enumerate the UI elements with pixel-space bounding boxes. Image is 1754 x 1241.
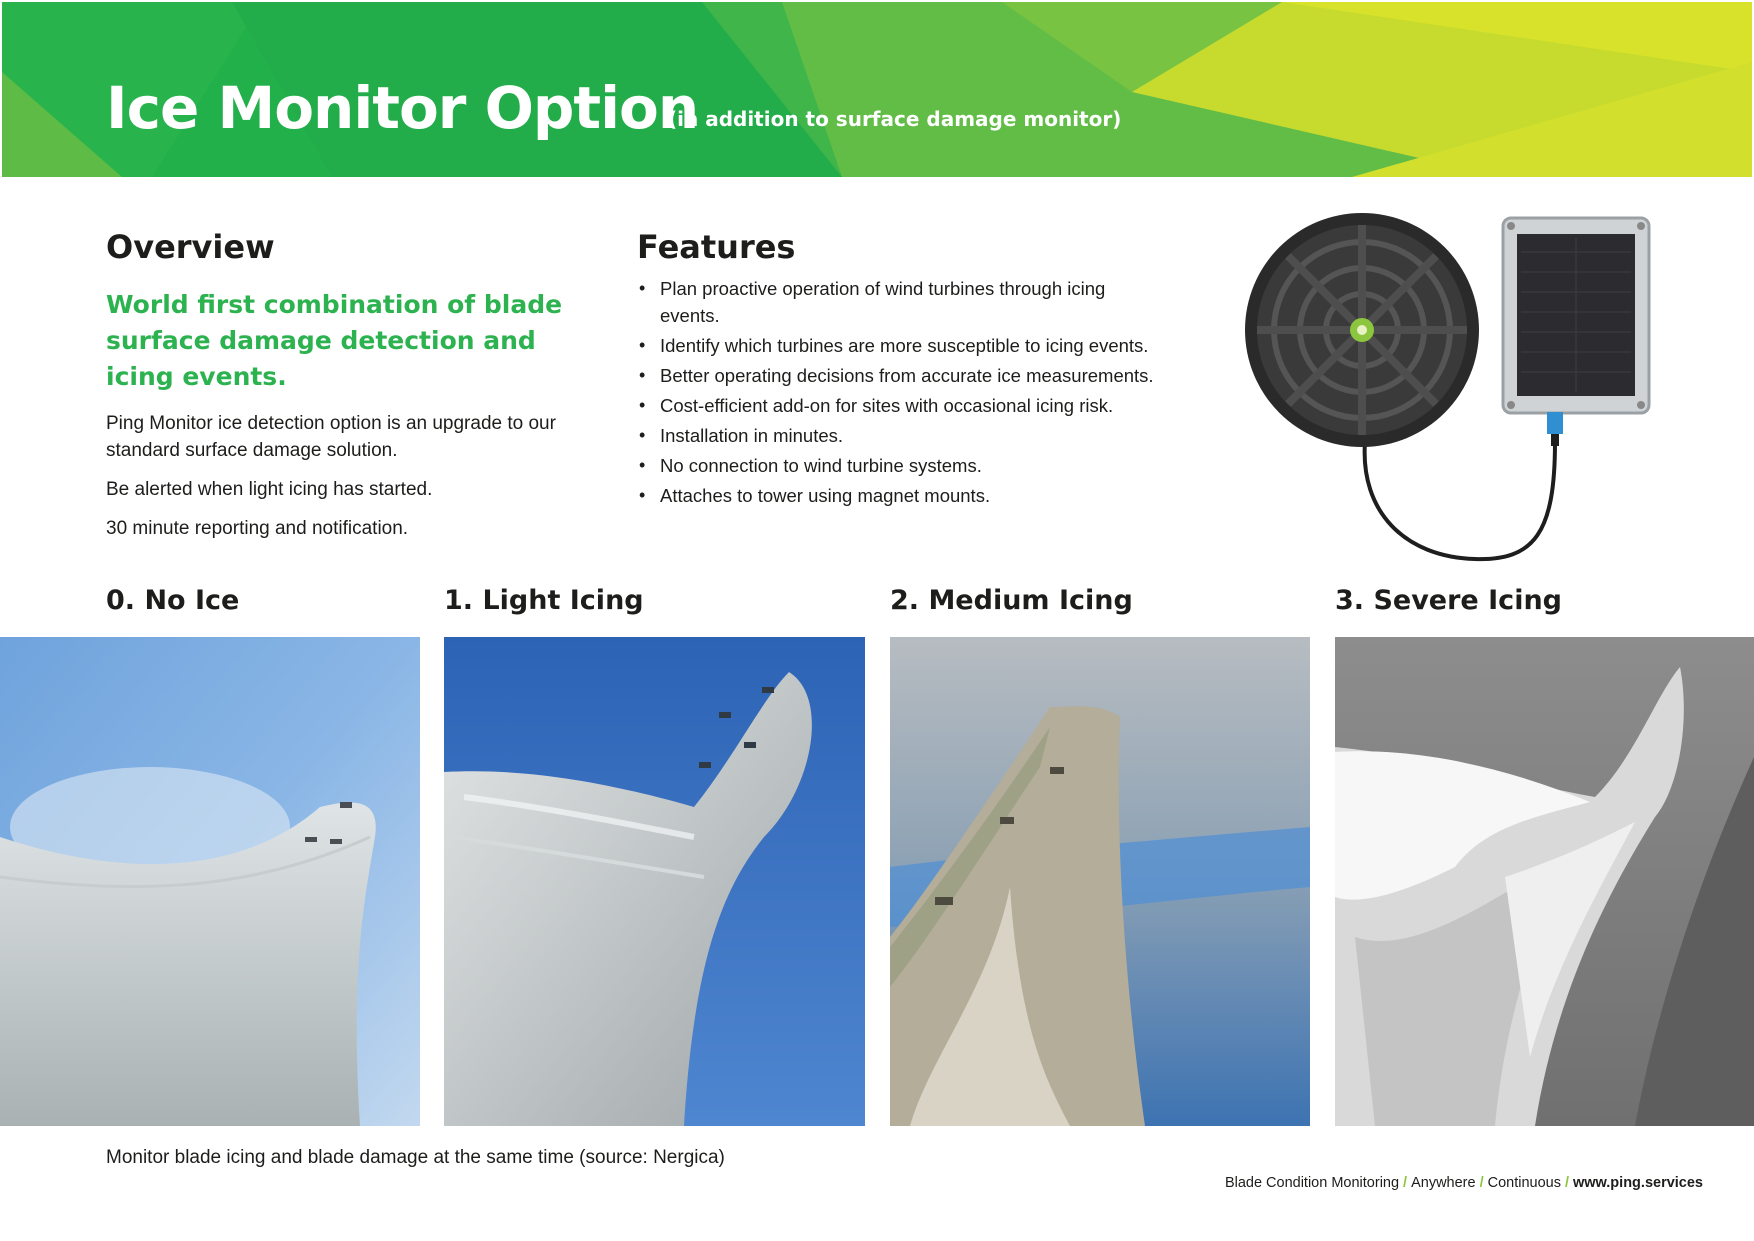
page-subtitle: (in addition to surface damage monitor) (668, 107, 1122, 131)
feature-item (636, 452, 1206, 479)
overview-paragraph: Ping Monitor ice detection option is an upgrade to our standard surface damage solution. (106, 413, 556, 461)
bullet-icon: • (639, 335, 646, 355)
footer-separator: / (1479, 1175, 1484, 1191)
footer-item: Anywhere (1411, 1175, 1476, 1191)
header-banner (2, 2, 1752, 177)
stage-label-severe-icing: 3. Severe Icing (1335, 585, 1562, 616)
photo-no-ice (0, 637, 420, 1126)
feature-text: Attaches to tower using magnet mounts. (660, 485, 991, 506)
feature-text: Cost-efficient add-on for sites with occasional icing risk. (660, 395, 1114, 416)
stage-label-medium-icing: 2. Medium Icing (890, 585, 1133, 616)
feature-text: Better operating decisions from accurate ice measurements. (660, 365, 1154, 386)
feature-item (636, 482, 1206, 509)
footer-separator: / (1564, 1175, 1569, 1191)
feature-item (636, 362, 1206, 389)
bullet-icon: • (639, 425, 646, 445)
stage-label-light-icing: 1. Light Icing (444, 585, 644, 616)
photo-light-icing (444, 637, 865, 1126)
features-list (636, 275, 1206, 512)
feature-text: Identify which turbines are more susceptible to icing events. (660, 335, 1149, 356)
bullet-icon: • (639, 395, 646, 415)
feature-item (636, 275, 1206, 329)
bullet-icon: • (639, 485, 646, 505)
overview-heading: Overview (106, 228, 275, 266)
footer (1225, 1175, 1703, 1191)
bullet-icon: • (639, 455, 646, 475)
footer-item: Continuous (1487, 1175, 1561, 1191)
footer-item: Blade Condition Monitoring (1224, 1175, 1400, 1191)
feature-item (636, 392, 1206, 419)
bullet-icon: • (639, 365, 646, 385)
overview-paragraph: Be alerted when light icing has started. (106, 479, 433, 500)
ice-sensor-device-image (1235, 212, 1655, 572)
features-heading: Features (637, 228, 796, 266)
stage-label-no-ice: 0. No Ice (106, 585, 240, 616)
ice-sensor-illustration (1235, 212, 1655, 572)
photo-severe-icing (1335, 637, 1754, 1126)
feature-text: No connection to wind turbine systems. (660, 455, 982, 476)
footer-website-link[interactable]: www.ping.services (1572, 1175, 1703, 1191)
photo-medium-icing (890, 637, 1310, 1126)
feature-item (636, 332, 1206, 359)
page-title: Ice Monitor Option (106, 74, 699, 142)
feature-text: Plan proactive operation of wind turbines through icing events. (660, 278, 1106, 326)
footer-separator: / (1403, 1175, 1408, 1191)
feature-item (636, 422, 1206, 449)
overview-paragraph: 30 minute reporting and notification. (106, 518, 409, 539)
bullet-icon: • (639, 278, 646, 298)
feature-text: Installation in minutes. (660, 425, 844, 446)
overview-tagline: World first combination of blade surface damage detection and icing events. (106, 290, 563, 391)
photos-caption: Monitor blade icing and blade damage at the same time (source: Nergica) (106, 1147, 725, 1168)
